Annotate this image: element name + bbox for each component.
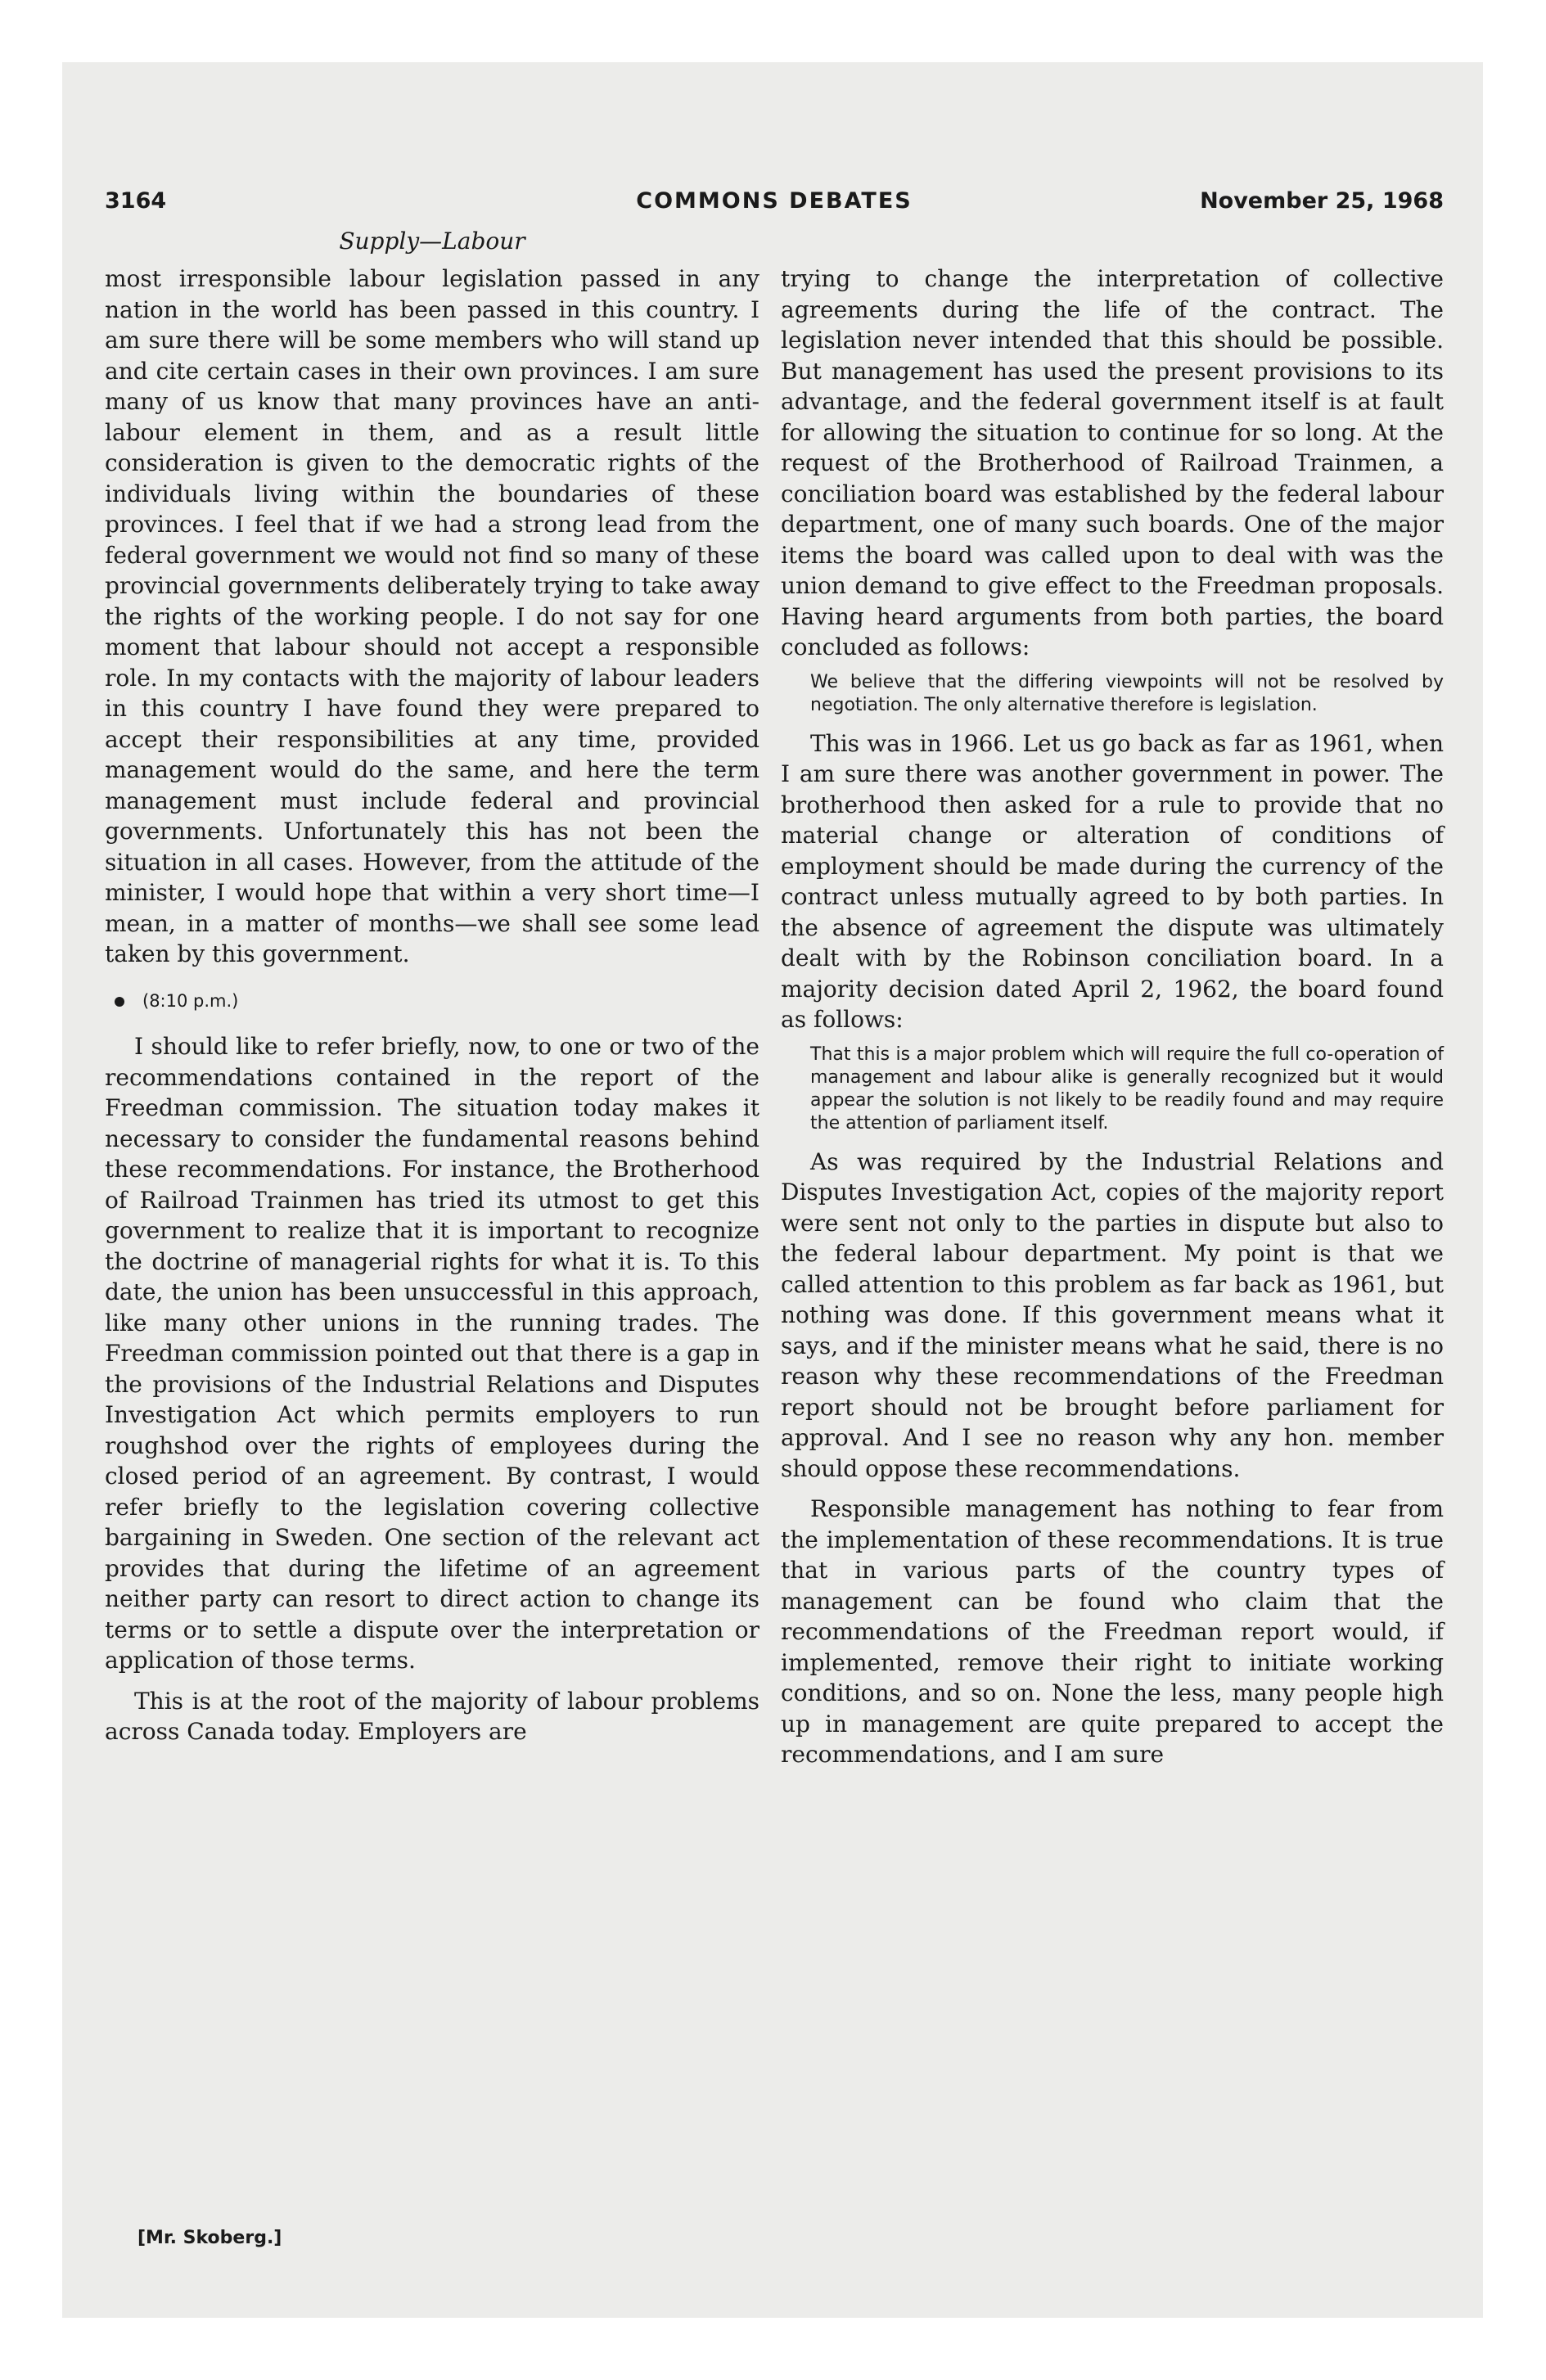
timestamp: [115, 986, 759, 1017]
section-title: Supply—Labour: [339, 228, 525, 255]
page-header: [105, 188, 1444, 228]
paragraph: This was in 1966. Let us go back as far as 1961, when I am sure there was another government in power. The brotherhood then asked for a rule to provide that no material change or alteration of conditions of employment should be made during the currency of the contract unless mutually agreed to by both parties. In the absence of agreement the dispute was ultimately dealt with by the Robinson conciliation board. In a majority decision dated April 2, 1962, the board found as follows:: [781, 729, 1444, 1033]
paragraph: I should like to refer briefly, now, to one or two of the recommendations contained in the report of the Freedman commission. The situation today makes it necessary to consider the fundamental reasons behind these recommendations. For instance, the Brotherhood of Railroad Trainmen has tried its utmost to get this government to realize that it is important to recognize the doctrine of managerial rights for what it is. To this date, the union has been unsuccessful in this approach, like many other unions in the running trades. The Freedman commission pointed out that there is a gap in the provisions of the Industrial Relations and Disputes Investigation Act which permits employers to run roughshod over the rights of employees during the closed period of an agreement. By contrast, I would refer briefly to the legislation covering collective bargaining in Sweden. One section of the relevant act provides that during the lifetime of an agreement neither party can resort to direct action to change its terms or to settle a dispute over the interpretation or application of those terms.: [105, 1033, 759, 1674]
left-column: [105, 264, 759, 1747]
timestamp-text: (8:10 p.m.): [142, 990, 239, 1011]
right-column: [781, 264, 1444, 1770]
paragraph: most irresponsible labour legislation passed in any nation in the world has been passed in this country. I am sure there will be some members who will stand up and cite certain cases in their own provinces. I am sure many of us know that many provinces have an anti-labour element in them, and as a result little consideration is given to the democratic rights of the individuals living within the boundaries of these provinces. I feel that if we had a strong lead from the federal government we would not find so many of these provincial governments deliberately trying to take away the rights of the working people. I do not say for one moment that labour should not accept a responsible role. In my contacts with the majority of labour leaders in this country I have found they were prepared to accept their responsibilities at any time, provided management would do the same, and here the term management must include federal and provincial governments. Unfortunately this has not been the situation in all cases. However, from the attitude of the minister, I would hope that within a very short time—I mean, in a matter of months—we shall see some lead taken by this government.: [105, 265, 759, 967]
paragraph: This is at the root of the majority of labour problems across Canada today. Employers are: [105, 1687, 759, 1745]
paragraph: Responsible management has nothing to fear from the implementation of these recommendations. It is true that in various parts of the country types of management can be found who claim that the recommendations of the Freedman report would, if implemented, remove their right to initiate working conditions, and so on. None the less, many people high up in management are quite prepared to accept the recommendations, and I am sure: [781, 1495, 1444, 1768]
paragraph: As was required by the Industrial Relations and Disputes Investigation Act, copies of the majority report were sent not only to the parties in dispute but also to the federal labour department. My point is that we called attention to this problem as far back as 1961, but nothing was done. If this government means what it says, and if the minister means what he said, there is no reason why these recommendations of the Freedman report should not be brought before parliament for approval. And I see no reason why any hon. member should oppose these recommendations.: [781, 1147, 1444, 1482]
bullet-icon: [115, 997, 124, 1007]
paragraph: trying to change the interpretation of collective agreements during the life of the contract. The legislation never intended that this should be possible. But management has used the present provisions to its advantage, and the federal government itself is at fault for allowing the situation to continue for so long. At the request of the Brotherhood of Railroad Trainmen, a conciliation board was established by the federal labour department, one of many such boards. One of the major items the board was called upon to deal with was the union demand to give effect to the Freedman proposals. Having heard arguments from both parties, the board concluded as follows:: [781, 265, 1444, 660]
speaker-name: [Mr. Skoberg.]: [137, 2228, 282, 2248]
page-number: 3164: [105, 188, 167, 214]
block-quote: We believe that the differing viewpoints will not be resolved by negotiation. The only alternative therefore is legislation.: [810, 671, 1444, 715]
block-quote: That this is a major problem which will require the full co-operation of management and labour alike is generally recognized but it would appear the solution is not likely to be readily found and may require the attention of parliament itself.: [810, 1044, 1444, 1134]
publication-title: COMMONS DEBATES: [636, 188, 913, 214]
sitting-date: November 25, 1968: [1200, 188, 1444, 214]
